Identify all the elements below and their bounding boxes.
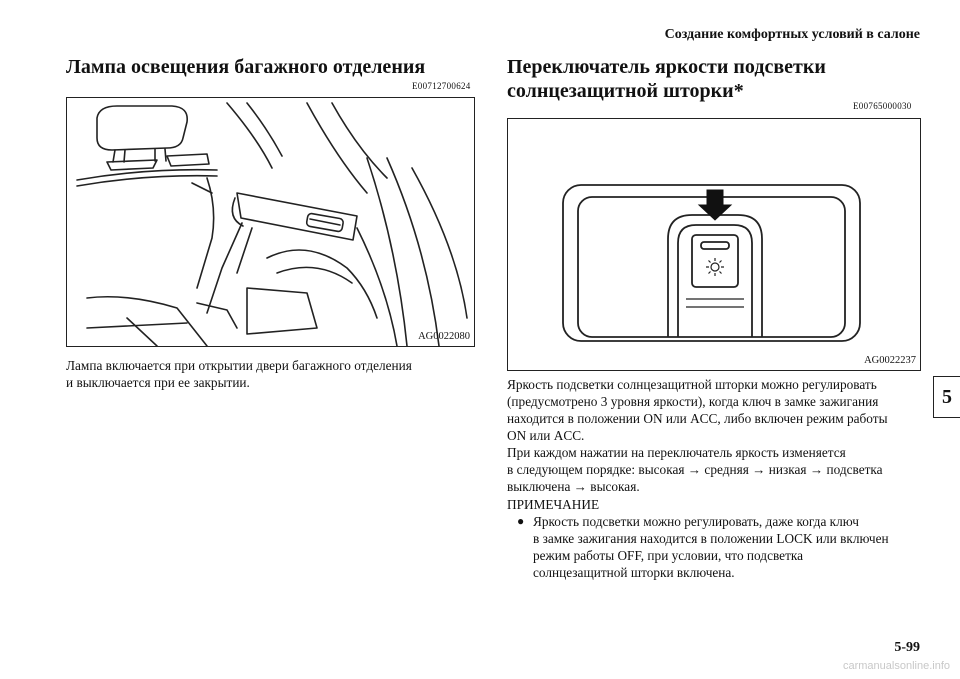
left-caption-line: Лампа включается при открытии двери багажного отделения <box>66 358 412 373</box>
note-item <box>507 513 927 581</box>
page-number: 5-99 <box>894 640 920 655</box>
note-text <box>533 513 889 581</box>
note-line: солнцезащитной шторки включена. <box>533 565 735 580</box>
body-line: ON или ACC. <box>507 428 585 443</box>
note-line: в замке зажигания находится в положении LOCK или включен <box>533 531 889 546</box>
chapter-tab: 5 <box>933 376 960 418</box>
right-body-text <box>507 376 927 495</box>
body-line: выключена → высокая. <box>507 479 640 494</box>
running-header: Создание комфортных условий в салоне <box>664 27 920 42</box>
note-title: ПРИМЕЧАНИЕ <box>507 497 600 512</box>
left-figure-label: AG0022080 <box>418 331 470 342</box>
note-block <box>507 496 927 581</box>
sunvisor-switch-illustration <box>508 119 920 370</box>
body-line: в следующем порядке: высокая → средняя → низкая → подсветка <box>507 462 883 477</box>
brightness-sun-icon <box>706 258 724 276</box>
sunvisor-switch-figure <box>507 118 921 371</box>
bullet-icon: ● <box>517 514 525 528</box>
left-caption <box>66 357 476 391</box>
note-line: Яркость подсветки можно регулировать, даже когда ключ <box>533 514 859 529</box>
trunk-interior-illustration <box>67 98 474 346</box>
trunk-lamp-figure <box>66 97 475 347</box>
left-section-code: E00712700624 <box>412 81 471 91</box>
note-line: режим работы OFF, при условии, что подсветка <box>533 548 804 563</box>
body-line: (предусмотрено 3 уровня яркости), когда ключ в замке зажигания <box>507 394 879 409</box>
body-line: При каждом нажатии на переключатель яркость изменяется <box>507 445 846 460</box>
watermark: carmanualsonline.info <box>842 660 950 672</box>
right-section-heading <box>507 55 826 103</box>
body-line: находится в положении ON или ACC, либо включен режим работы <box>507 411 888 426</box>
left-caption-line: и выключается при ее закрытии. <box>66 375 250 390</box>
left-section-heading: Лампа освещения багажного отделения <box>66 56 426 78</box>
right-heading-line: солнцезащитной шторки* <box>507 80 744 102</box>
body-line: Яркость подсветки солнцезащитной шторки можно регулировать <box>507 377 877 392</box>
right-section-code: E00765000030 <box>853 101 912 111</box>
right-figure-label: AG0022237 <box>864 355 916 366</box>
right-heading-line: Переключатель яркости подсветки <box>507 56 826 78</box>
